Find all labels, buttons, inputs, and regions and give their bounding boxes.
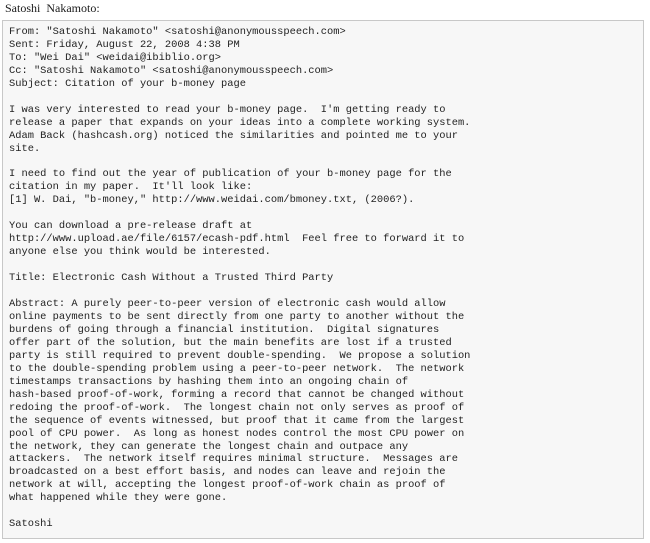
paper-title: Title: Electronic Cash Without a Trusted Third Party <box>9 272 334 285</box>
email-quote-box <box>2 20 644 539</box>
paper-abstract: Abstract: A purely peer-to-peer version of electronic cash would allow online payments to be sent directly from one party to another without the burdens of going through a financial institution. Digital signatures offer part of the solution, but the main benefits are lost if a trusted party is still required to prevent double-spending. We propose a solution to the double-spending problem using a peer-to-peer network. The network timestamps transactions by hashing them into an ongoing chain of hash-based proof-of-work, forming a record that cannot be changed without redoing the proof-of-work. The longest chain not only serves as proof of the sequence of events witnessed, but proof that it came from the largest pool of CPU power. As long as honest nodes control the most CPU power on the network, they can generate the longest chain and outpace any attackers. The network itself requires minimal structure. Messages are broadcasted on a best effort basis, and nodes can leave and rejoin the network at will, accepting the longest proof-of-work chain as proof of what happened while they were gone. <box>9 298 471 505</box>
paragraph-intro: I was very interested to read your b-money page. I'm getting ready to release a paper that expands on your ideas into a complete working system. Adam Back (hashcash.org) noticed the similarities and pointed me to your site. <box>9 103 471 155</box>
paragraph-citation-request: I need to find out the year of publication of your b-money page for the citation in my paper. It'll look like: [1] W. Dai, "b-money," http://www.weidai.com/bmoney.txt, (2006?). <box>9 168 452 207</box>
header-sent: Sent: Friday, August 22, 2008 4:38 PM <box>9 38 240 51</box>
header-from: From: "Satoshi Nakamoto" <satoshi@anonymousspeech.com> <box>9 26 346 38</box>
header-subject: Subject: Citation of your b-money page <box>9 77 246 90</box>
signature: Satoshi <box>9 518 53 531</box>
paragraph-draft-download: You can download a pre-release draft at http://www.upload.ae/file/6157/ecash-pdf.html Feel free to forward it to anyone else you think would be interested. <box>9 220 465 259</box>
email-body <box>9 26 637 531</box>
header-to: To: "Wei Dai" <weidai@ibiblio.org> <box>9 51 222 64</box>
author-label: Satoshi Nakamoto: <box>5 1 100 15</box>
header-cc: Cc: "Satoshi Nakamoto" <satoshi@anonymousspeech.com> <box>9 64 334 77</box>
